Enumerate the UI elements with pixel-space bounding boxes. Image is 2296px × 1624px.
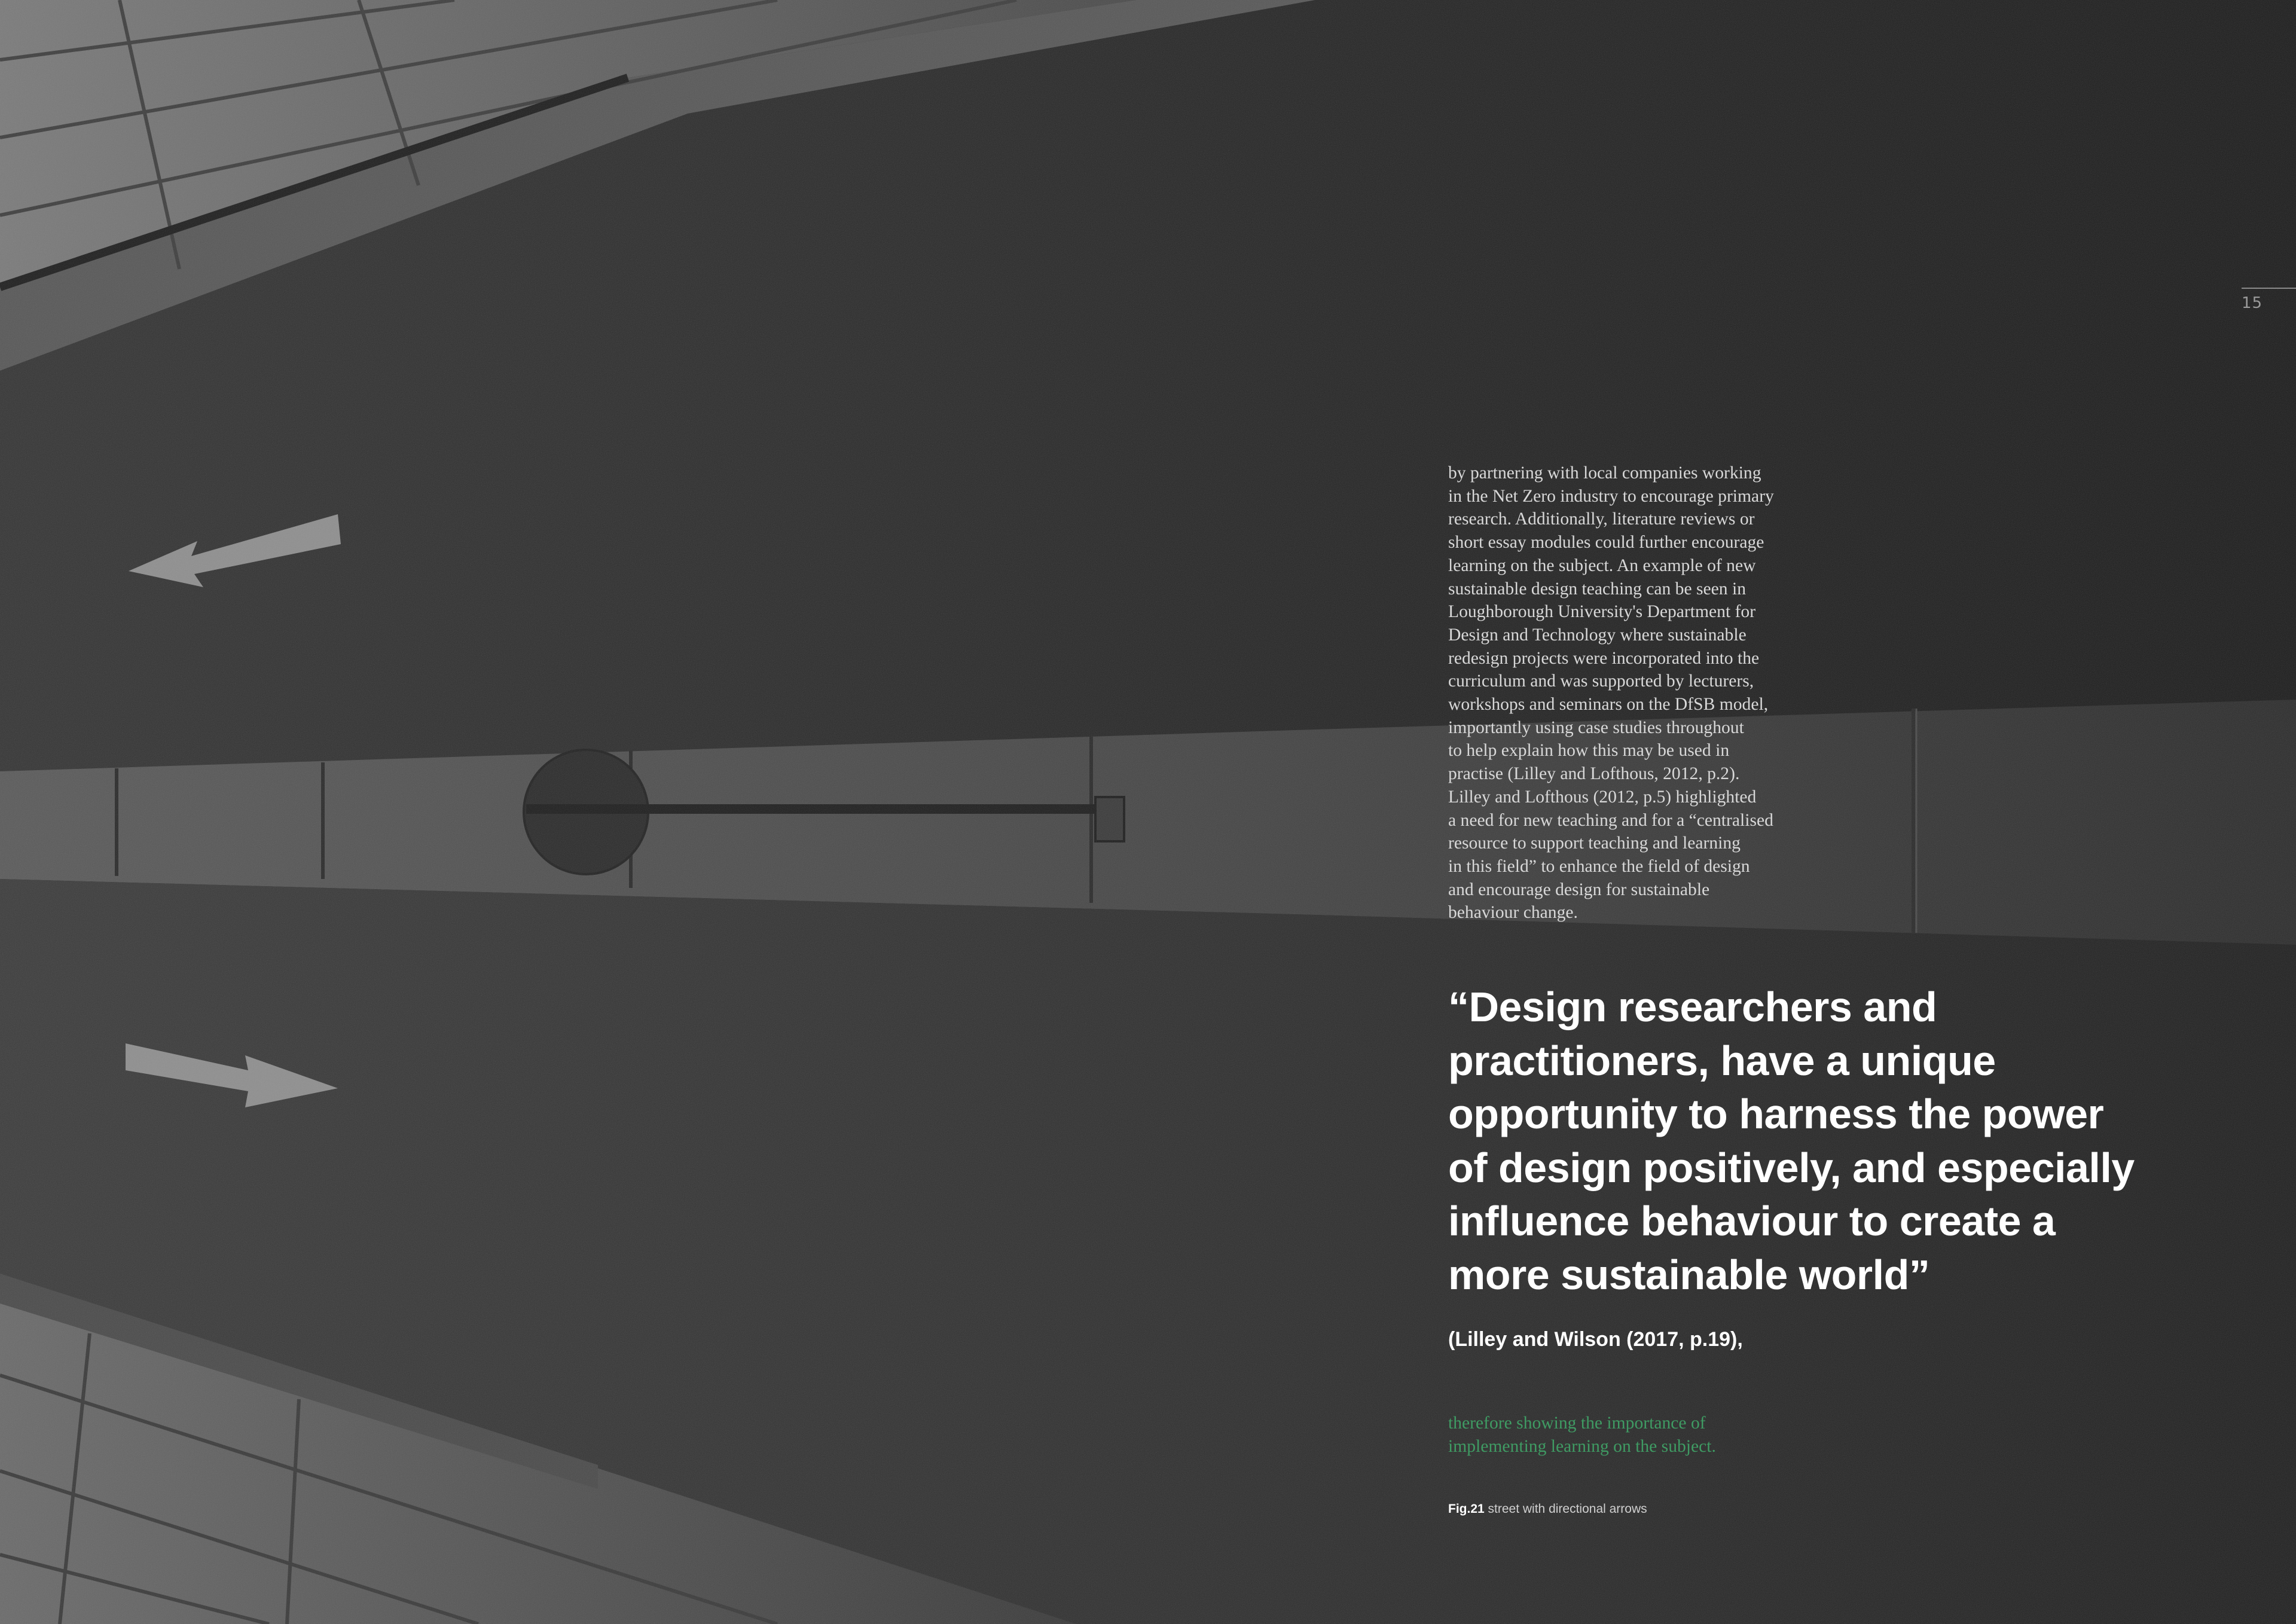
quote-line: more sustainable world” [1448,1251,1930,1298]
quote-citation: (Lilley and Wilson (2017, p.19), [1448,1328,1743,1351]
body-line: resource to support teaching and learning [1448,834,1741,853]
quote-line: of design positively, and especially [1448,1144,2135,1191]
body-line: workshops and seminars on the DfSB model, [1448,695,1769,715]
body-line: behaviour change. [1448,903,1578,923]
quote-line: influence behaviour to create a [1448,1198,2056,1244]
conclusion-line: therefore showing the importance of [1448,1414,1706,1433]
body-line: research. Additionally, literature reviews or [1448,509,1755,529]
body-line: in this field” to enhance the field of design [1448,856,1750,876]
body-line: short essay modules could further encourage [1448,533,1764,552]
pull-quote [1448,981,2243,1302]
conclusion-text [1448,1412,1819,1458]
quote-line: opportunity to harness the power [1448,1091,2104,1137]
figure-label: Fig.21 [1448,1502,1485,1516]
body-line: curriculum and was supported by lecturers, [1448,671,1754,691]
page-number: 15 [2242,294,2263,312]
quote-line: “Design researchers and [1448,984,1937,1030]
page-number-rule [2242,288,2296,289]
body-line: practise (Lilley and Lofthous, 2012, p.2). [1448,764,1740,784]
body-line: in the Net Zero industry to encourage primary [1448,486,1774,506]
body-line: importantly using case studies throughout [1448,718,1744,737]
body-line: and encourage design for sustainable [1448,880,1710,899]
figure-caption [1448,1502,1647,1516]
body-paragraph [1448,462,1831,924]
body-line: Loughborough University's Department for [1448,602,1756,622]
conclusion-line: implementing learning on the subject. [1448,1436,1716,1456]
body-line: a need for new teaching and for a “centralised [1448,810,1773,830]
body-line: Design and Technology where sustainable [1448,625,1747,645]
figure-caption-text: street with directional arrows [1488,1502,1647,1516]
quote-line: practitioners, have a unique [1448,1037,1996,1084]
body-line: learning on the subject. An example of new [1448,555,1756,575]
body-line: Lilley and Lofthous (2012, p.5) highlighted [1448,787,1757,807]
body-line: redesign projects were incorporated into the [1448,648,1760,668]
body-line: sustainable design teaching can be seen in [1448,579,1746,599]
body-line: to help explain how this may be used in [1448,741,1730,761]
body-line: by partnering with local companies working [1448,463,1761,483]
